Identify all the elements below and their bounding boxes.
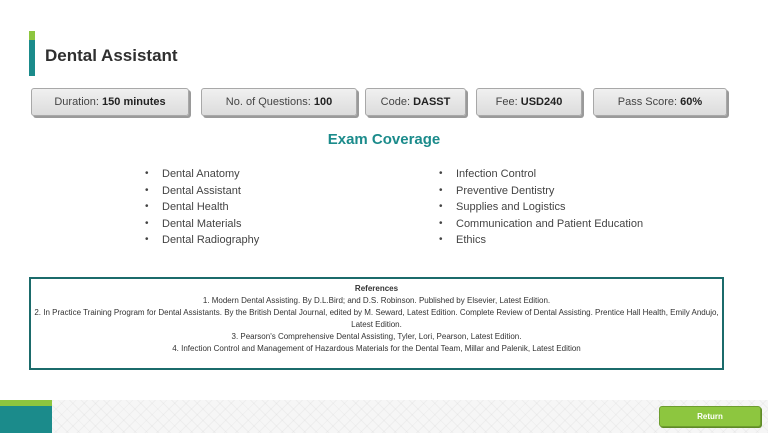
return-button[interactable]: Return [659, 406, 761, 427]
references-heading: References [354, 284, 399, 293]
exam-info-bar [0, 88, 768, 118]
code-value: DASST [413, 96, 451, 108]
reference-item: 3. Pearson's Comprehensive Dental Assisting, Tyler, Lori, Pearson, Latest Edition. [231, 332, 522, 341]
coverage-item-label: Dental Radiography [162, 234, 260, 246]
fee-pill [476, 88, 582, 116]
pass-score-value: 60% [680, 96, 703, 108]
bullet-icon: • [145, 168, 149, 179]
fee-label: Fee: [495, 96, 521, 108]
reference-item: 1. Modern Dental Assisting. By D.L.Bird; and D.S. Robinson. Published by Elsevier, Latest Edition. [202, 296, 551, 305]
coverage-list-left [145, 166, 259, 249]
code-label: Code: [380, 96, 414, 108]
footer-logo-icon [0, 400, 52, 433]
coverage-item-label: Dental Assistant [162, 184, 241, 197]
footer-logo-teal [0, 406, 52, 433]
coverage-item [439, 232, 643, 249]
coverage-item [145, 183, 259, 200]
bullet-icon: • [439, 234, 443, 245]
reference-item: 2. In Practice Training Program for Dental Assistants. By the British Dental Journal, edited by M. Seward, Latest Edition. Complete Review of Dental Assisting. Prentice Hall Health, Emily Andujo, Latest Edition. [34, 308, 719, 329]
coverage-item [145, 232, 259, 249]
coverage-item [439, 166, 643, 183]
bullet-icon: • [439, 184, 443, 196]
accent-green [29, 31, 35, 40]
questions-pill [201, 88, 357, 116]
coverage-item-label: Infection Control [456, 168, 537, 180]
accent-teal [29, 40, 35, 76]
coverage-item [439, 183, 643, 200]
coverage-item [145, 199, 259, 216]
coverage-item [145, 216, 259, 233]
coverage-item-label: Ethics [456, 234, 486, 246]
duration-label: Duration: [54, 96, 103, 108]
coverage-list-right [439, 166, 643, 249]
reference-item: 4. Infection Control and Management of Hazardous Materials for the Dental Team, Millar and Palenik, Latest Edition [172, 344, 581, 353]
coverage-item-label: Communication and Patient Education [456, 217, 644, 230]
coverage-item-label: Dental Anatomy [162, 168, 240, 180]
bullet-icon: • [145, 217, 149, 229]
fee-value: USD240 [520, 96, 563, 108]
bullet-icon: • [145, 234, 149, 245]
coverage-item-label: Dental Materials [162, 217, 242, 230]
duration-value: 150 minutes [102, 96, 166, 108]
bullet-icon: • [439, 201, 443, 212]
bullet-icon: • [439, 168, 443, 179]
questions-value: 100 [313, 96, 333, 108]
references-box [29, 277, 724, 370]
footer-band [0, 400, 768, 433]
pass-score-label: Pass Score: [617, 96, 681, 108]
duration-pill [31, 88, 189, 116]
coverage-item-label: Supplies and Logistics [456, 201, 566, 213]
coverage-item [439, 216, 643, 233]
page-title: Dental Assistant [45, 46, 178, 65]
bullet-icon: • [439, 217, 443, 229]
code-pill [365, 88, 466, 116]
coverage-item-label: Preventive Dentistry [456, 184, 555, 197]
coverage-item [439, 199, 643, 216]
bullet-icon: • [145, 201, 149, 212]
questions-label: No. of Questions: [225, 96, 314, 108]
pass-score-pill [593, 88, 727, 116]
bullet-icon: • [145, 184, 149, 196]
exam-coverage-heading: Exam Coverage [327, 131, 441, 148]
coverage-item-label: Dental Health [162, 201, 229, 213]
coverage-item [145, 166, 259, 183]
title-accent-bar [29, 31, 35, 76]
